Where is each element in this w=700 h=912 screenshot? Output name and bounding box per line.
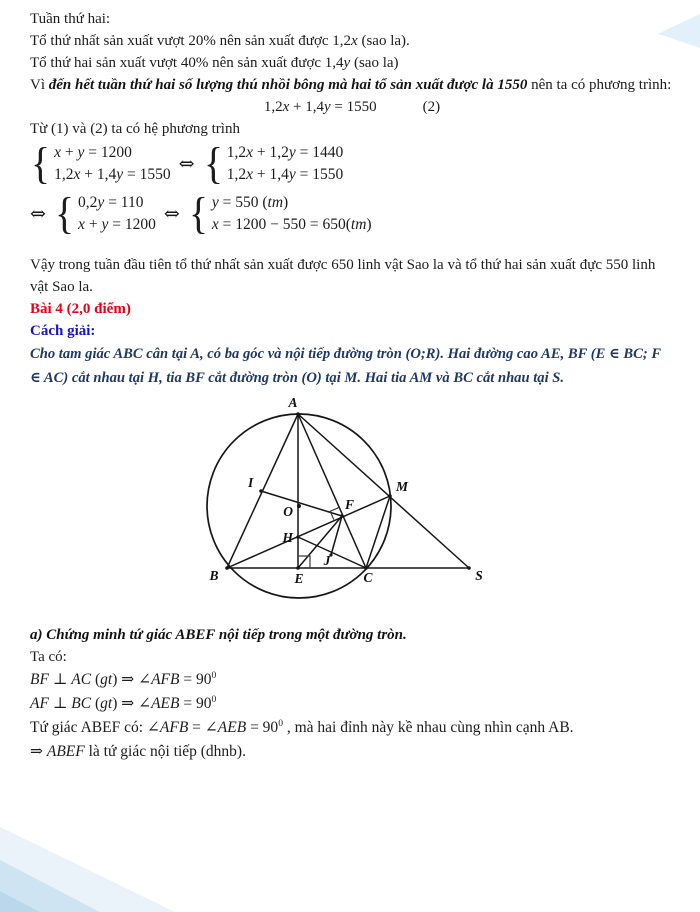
system-3-line-1: 0,2y = 110 — [78, 194, 144, 211]
para-condition — [30, 74, 674, 96]
label-B: B — [209, 568, 219, 583]
para-quadrilateral-math: ∠AFB = ∠AEB = $90^0$ — [146, 717, 283, 736]
segment-AS — [298, 414, 469, 568]
system-3-lines — [78, 192, 156, 236]
point-I — [259, 489, 263, 493]
label-C: C — [363, 570, 373, 585]
label-M: M — [396, 479, 409, 494]
para-quadrilateral-text: Tứ giác ABEF có: — [30, 719, 147, 736]
para-condition-prefix: Vì — [30, 77, 49, 93]
system-4 — [188, 190, 372, 238]
left-brace: { — [203, 139, 223, 188]
system-row-1 — [30, 140, 674, 188]
para-team1 — [30, 30, 674, 52]
conclusion-text: là tứ giác nội tiếp (dhnb). — [84, 743, 246, 760]
para-team2-tail: (sao la) — [350, 55, 399, 71]
part-a-heading: a) Chứng minh tứ giác ABEF nội tiếp trong một đường tròn. — [30, 627, 407, 643]
point-H — [296, 535, 300, 539]
heading-cach-giai: Cách giải: — [30, 323, 96, 339]
geometry-diagram — [0, 390, 700, 620]
formula-aeb: AF ⊥ BC (gt) ⇒ ∠AEB = $90^0$ — [30, 693, 217, 712]
para-condition-suffix: nên ta có phương trình: — [527, 77, 672, 93]
system-4-line-2: x = 1200 − 550 = 650(tm) — [211, 216, 372, 233]
para-team1-tail: (sao la). — [357, 33, 410, 49]
system-1-line-2: 1,2x + 1,4y = 1550 — [54, 166, 171, 183]
point-B — [225, 566, 229, 570]
para-team1-text: Tổ thứ nhất sản xuất vượt 20% nên sản xuất được — [30, 33, 333, 49]
label-O: O — [283, 504, 293, 519]
geometry-figure — [0, 390, 700, 620]
point-F — [340, 514, 344, 518]
para-final-conclusion — [30, 740, 674, 764]
system-1 — [30, 140, 171, 188]
para-team1-math: 1,2x — [332, 33, 358, 49]
system-1-line-1: x + y = 1200 — [54, 144, 132, 161]
left-brace: { — [188, 189, 208, 238]
equation-2-tag: (2) — [422, 99, 441, 115]
para-quadrilateral-tail: , mà hai đỉnh này kề nhau cùng nhìn cạnh AB. — [282, 719, 574, 736]
system-2-line-2: 1,2x + 1,4y = 1550 — [226, 166, 344, 183]
system-3-line-2: x + y = 1200 — [78, 216, 156, 233]
left-brace: { — [31, 139, 51, 188]
para-week-two: Tuần thứ hai: — [30, 11, 111, 27]
problem-statement: Cho tam giác ABC cân tại A, có ba góc và nội tiếp đường tròn (O;R). Hai đường cao AE, BF (E ∈ BC; F ∈ AC) cắt nhau tại H, tia BF cắt đường tròn (O) tại M. Hai tia AM và BC cắt nhau tại S. — [30, 346, 661, 386]
point-A — [296, 412, 300, 416]
label-J: J — [323, 553, 331, 568]
label-F: F — [345, 497, 355, 512]
center-O — [297, 504, 301, 508]
system-1-lines — [54, 142, 171, 186]
segment-IF — [261, 491, 342, 516]
point-M — [388, 494, 392, 498]
system-4-line-1: y = 550 (tm) — [211, 194, 289, 211]
system-row-2 — [30, 190, 674, 238]
system-2-lines — [227, 142, 344, 186]
para-conclusion-bai3: Vậy trong tuần đầu tiên tổ thứ nhất sản xuất được 650 linh vật Sao la và tổ thứ hai sản xuất đực 550 linh vật Sao la. — [30, 257, 656, 295]
iff-arrow: ⇔ — [30, 203, 46, 225]
system-3 — [54, 190, 156, 238]
segment-AC — [298, 414, 366, 568]
label-S: S — [475, 568, 483, 583]
system-4-lines — [212, 192, 372, 236]
label-E: E — [294, 571, 304, 586]
left-brace: { — [54, 189, 74, 238]
formula-afb: BF ⊥ AC (gt) ⇒ ∠AFB = $90^0$ — [30, 669, 217, 688]
para-condition-emphasis: đến hết tuần thứ hai số lượng thú nhồi bông mà hai tổ sản xuất được là 1550 — [48, 77, 528, 93]
para-team2-math: 1,4y — [324, 55, 351, 71]
conclusion-math: ⇒ ABEF — [30, 743, 85, 760]
segment-BM — [227, 496, 390, 568]
iff-arrow: ⇔ — [178, 153, 195, 175]
iff-arrow: ⇔ — [163, 203, 180, 225]
point-E — [296, 566, 300, 570]
equation-2-expr: 1,2x + 1,4y = 1550 — [263, 99, 377, 115]
point-S — [467, 566, 471, 570]
label-I: I — [248, 475, 254, 490]
equation-2 — [30, 96, 674, 118]
label-A: A — [288, 395, 298, 410]
para-from-1-2: Từ (1) và (2) ta có hệ phương trình — [30, 121, 240, 137]
system-2-line-1: 1,2x + 1,2y = 1440 — [226, 144, 344, 161]
heading-bai-4: Bài 4 (2,0 điểm) — [30, 301, 131, 317]
para-ta-co: Ta có: — [30, 649, 67, 665]
para-team2 — [30, 52, 674, 74]
label-H: H — [282, 530, 293, 545]
para-team2-text: Tổ thứ hai sản xuất vượt 40% nên sản xuất được — [30, 55, 325, 71]
para-quadrilateral — [30, 716, 674, 740]
system-2 — [203, 140, 344, 188]
